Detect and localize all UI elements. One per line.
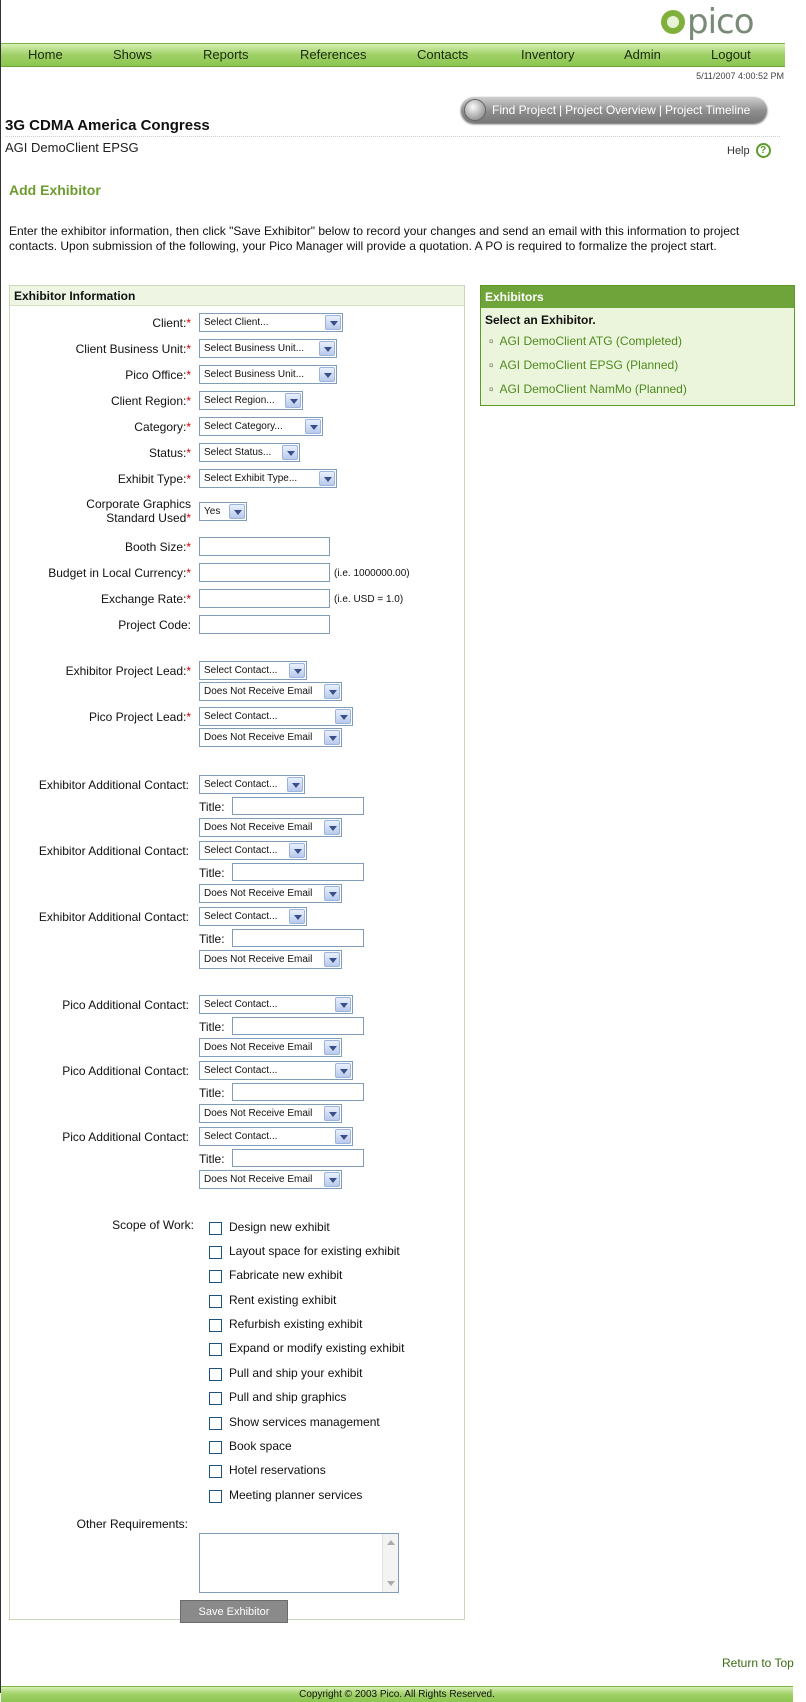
scope-checkbox-book-space[interactable] [209,1441,222,1454]
exhibitor-additional-email-select[interactable]: Does Not Receive Email [199,884,342,903]
budget-label: Budget in Local Currency:* [48,566,191,580]
exhibitor-additional-email-select[interactable]: Does Not Receive Email [199,818,342,837]
booth-size-input[interactable] [199,537,330,556]
exhibitor-additional-title-input[interactable] [232,929,364,947]
title-label: Title: [199,1152,225,1166]
textarea-scrollbar[interactable] [382,1534,398,1592]
chevron-down-icon [324,952,340,967]
toolbar-separator: | [658,103,662,117]
exhibitor-link[interactable]: ¤ AGI DemoClient EPSG (Planned) [489,358,679,372]
scope-checkbox-expand[interactable] [209,1343,222,1356]
page-heading: Add Exhibitor [9,182,101,198]
exhibit-type-label: Exhibit Type:* [117,472,191,486]
scroll-up-icon[interactable] [387,1540,395,1545]
scope-checkbox-fabricate[interactable] [209,1270,222,1283]
client-label: Client:* [152,316,191,330]
help-link[interactable] [727,143,771,158]
scope-option-label: Fabricate new exhibit [229,1268,343,1282]
chevron-down-icon [325,315,341,330]
pico-lead-email-select[interactable]: Does Not Receive Email [199,728,342,747]
title-label: Title: [199,1020,225,1034]
scroll-down-icon[interactable] [387,1581,395,1586]
main-nav [1,43,785,67]
pico-additional-title-input[interactable] [232,1017,364,1035]
status-label: Status:* [148,446,191,460]
client-region-select[interactable]: Select Region... [199,391,303,410]
client-select[interactable]: Select Client... [199,313,343,332]
scope-option-label: Refurbish existing exhibit [229,1317,363,1331]
exhibitors-header: Exhibitors [481,286,794,308]
scope-checkbox-design[interactable] [209,1222,222,1235]
pico-logo [661,2,754,42]
pico-office-select[interactable]: Select Business Unit... [199,365,337,384]
instructions-text: Enter the exhibitor information, then click "Save Exhibitor" below to record your changes and send an email with this information to project contacts. Upon submission of the following, your Pico Manager will provide a quotation. A PO is required to formalize the project start. [9,224,740,253]
other-requirements-textarea[interactable] [199,1533,399,1593]
business-unit-label: Client Business Unit:* [75,342,191,356]
pico-additional-contact-label: Pico Additional Contact: [62,1064,189,1078]
corporate-graphics-select[interactable]: Yes [199,502,247,521]
pico-additional-contact-label: Pico Additional Contact: [62,998,189,1012]
business-unit-select[interactable]: Select Business Unit... [199,339,337,358]
exhibitor-additional-title-input[interactable] [232,797,364,815]
scope-checkbox-pull-exhibit[interactable] [209,1368,222,1381]
exchange-rate-input[interactable] [199,589,330,608]
pico-lead-label: Pico Project Lead:* [88,710,191,724]
project-code-label: Project Code: [118,618,191,632]
chevron-down-icon [305,419,321,434]
chevron-down-icon [324,684,340,699]
chevron-down-icon [335,1063,351,1078]
project-timeline-link[interactable]: Project Timeline [664,103,751,117]
return-to-top-link[interactable]: Return to Top [722,1656,794,1670]
chevron-down-icon [289,843,305,858]
budget-input[interactable] [199,563,330,582]
scope-option-label: Pull and ship graphics [229,1390,347,1404]
pico-logo-text: pico [687,2,754,42]
nav-admin[interactable]: Admin [624,47,661,62]
scope-checkbox-hotel[interactable] [209,1465,222,1478]
scope-option-label: Pull and ship your exhibit [229,1366,363,1380]
pico-additional-title-input[interactable] [232,1083,364,1101]
chevron-down-icon [287,777,303,792]
pico-office-label: Pico Office:* [125,368,191,382]
exhibitors-panel [480,285,795,406]
chevron-down-icon [324,820,340,835]
exhibitor-info-header: Exhibitor Information [10,286,464,306]
exhibitor-additional-contact-label: Exhibitor Additional Contact: [38,844,189,858]
exhibitor-additional-email-select[interactable]: Does Not Receive Email [199,950,342,969]
find-project-link[interactable]: Find Project [492,103,557,117]
scope-checkbox-refurbish[interactable] [209,1319,222,1332]
exhibitor-lead-label: Exhibitor Project Lead:* [65,664,191,678]
toolbar-knob-icon [464,99,486,121]
bullet-icon: ¤ [489,360,494,370]
exhibitor-lead-select[interactable]: Select Contact... [199,661,307,680]
bullet-icon: ¤ [489,336,494,346]
pico-additional-title-input[interactable] [232,1149,364,1167]
pico-additional-contact-label: Pico Additional Contact: [62,1130,189,1144]
chevron-down-icon [335,1129,351,1144]
scope-checkbox-layout[interactable] [209,1246,222,1259]
exchange-rate-label: Exchange Rate:* [100,592,191,606]
scope-checkbox-show-services[interactable] [209,1417,222,1430]
corporate-graphics-label: Corporate Graphics Standard Used* [86,497,191,525]
exhibitor-additional-contact-select[interactable]: Select Contact... [199,841,307,860]
budget-hint: (i.e. 1000000.00) [334,568,410,579]
exchange-rate-hint: (i.e. USD = 1.0) [334,594,404,605]
client-name: AGI DemoClient EPSG [5,140,139,155]
scope-option-label: Hotel reservations [229,1463,326,1477]
chevron-down-icon [335,997,351,1012]
scope-of-work-label: Scope of Work: [112,1218,194,1232]
save-exhibitor-button[interactable]: Save Exhibitor [180,1600,288,1623]
scope-option-label: Show services management [229,1415,380,1429]
chevron-down-icon [319,471,335,486]
title-label: Title: [199,866,225,880]
pico-lead-select[interactable]: Select Contact... [199,707,353,726]
title-label: Title: [199,932,225,946]
current-datetime: 5/11/2007 4:00:52 PM [696,71,784,81]
title-label: Title: [199,800,225,814]
scope-checkbox-pull-graphics[interactable] [209,1392,222,1405]
chevron-down-icon [324,1106,340,1121]
chevron-down-icon [289,663,305,678]
nav-references[interactable]: References [300,47,367,62]
category-label: Category:* [134,420,191,434]
pico-additional-contact-select[interactable]: Select Contact... [199,995,353,1014]
chevron-down-icon [324,1172,340,1187]
chevron-down-icon [324,1040,340,1055]
chevron-down-icon [319,341,335,356]
scope-option-label: Design new exhibit [229,1220,330,1234]
pico-additional-email-select[interactable]: Does Not Receive Email [199,1170,342,1189]
nav-home[interactable]: Home [28,47,63,62]
chevron-down-icon [335,709,351,724]
exhibitor-additional-contact-select[interactable]: Select Contact... [199,907,307,926]
footer-copyright: Copyright © 2003 Pico. All Rights Reserved. [1,1686,793,1702]
scope-option-label: Expand or modify existing exhibit [229,1341,405,1355]
pico-additional-contact-select[interactable]: Select Contact... [199,1061,353,1080]
scope-option-label: Rent existing exhibit [229,1293,337,1307]
scope-option-label: Layout space for existing exhibit [229,1244,400,1258]
pico-additional-contact-select[interactable]: Select Contact... [199,1127,353,1146]
pico-additional-email-select[interactable]: Does Not Receive Email [199,1104,342,1123]
nav-logout[interactable]: Logout [711,47,751,62]
nav-shows[interactable]: Shows [113,47,153,62]
pico-logo-mark-icon [661,10,685,34]
help-circle-icon[interactable]: ? [756,143,771,158]
nav-contacts[interactable]: Contacts [417,47,469,62]
chevron-down-icon [319,367,335,382]
divider [5,136,780,137]
status-select[interactable]: Select Status... [199,443,300,462]
exhibitors-subheader: Select an Exhibitor. [485,313,596,327]
exhibitor-lead-email-select[interactable]: Does Not Receive Email [199,682,342,701]
scope-option-label: Meeting planner services [229,1488,363,1502]
booth-size-label: Booth Size:* [124,540,191,554]
bullet-icon: ¤ [489,384,494,394]
title-label: Title: [199,1086,225,1100]
scope-checkbox-rent[interactable] [209,1295,222,1308]
client-region-label: Client Region:* [110,394,191,408]
exhibitor-additional-contact-select[interactable]: Select Contact... [199,775,305,794]
exhibit-type-select[interactable]: Select Exhibit Type... [199,469,337,488]
chevron-down-icon [229,504,245,519]
nav-reports[interactable]: Reports [203,47,249,62]
scope-option-label: Book space [229,1439,292,1453]
project-overview-link[interactable]: Project Overview [565,103,656,117]
chevron-down-icon [285,393,301,408]
chevron-down-icon [282,445,298,460]
chevron-down-icon [289,909,305,924]
exhibitor-link[interactable]: ¤ AGI DemoClient ATG (Completed) [489,334,682,348]
exhibitor-link[interactable]: ¤ AGI DemoClient NamMo (Planned) [489,382,687,396]
project-code-input[interactable] [199,615,330,634]
scope-checkbox-meeting-planner[interactable] [209,1490,222,1503]
nav-inventory[interactable]: Inventory [521,47,575,62]
exhibitor-additional-contact-label: Exhibitor Additional Contact: [38,910,189,924]
exhibitor-additional-contact-label: Exhibitor Additional Contact: [38,778,189,792]
exhibitor-additional-title-input[interactable] [232,863,364,881]
category-select[interactable]: Select Category... [199,417,323,436]
toolbar-separator: | [559,103,563,117]
other-requirements-label: Other Requirements: [76,1517,188,1531]
project-toolbar [461,97,767,123]
chevron-down-icon [324,886,340,901]
help-label: Help [727,144,750,157]
project-title: 3G CDMA America Congress [5,117,210,134]
chevron-down-icon [324,730,340,745]
pico-additional-email-select[interactable]: Does Not Receive Email [199,1038,342,1057]
